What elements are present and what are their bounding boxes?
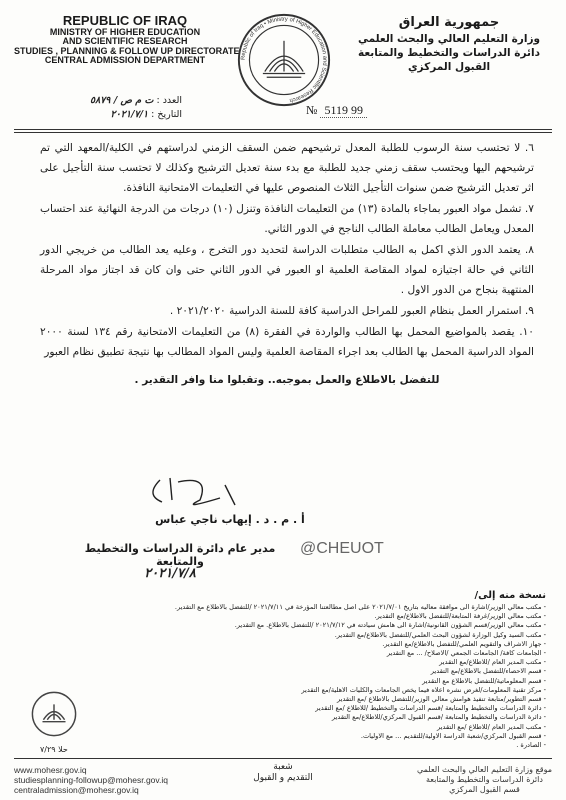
cc-line: - قسم القبول المركزي/شعبة الدراسة الاولية/للتقديم ... مع الاوليات.: [360, 731, 546, 740]
clause-9: ٩. استمرار العمل بنظام العبور للمراحل الدراسية كافة للسنة الدراسية ٢٠٢١/٢٠٢٠ .: [169, 305, 534, 317]
ministry-ar: وزارة التعليم العالي والبحث العلمي: [357, 32, 541, 45]
typist-initials: حلا ٧/٢٩: [40, 745, 68, 754]
ministry-en-2: AND SCIENTIFIC RESEARCH: [62, 36, 188, 47]
cc-line: - الجامعات كافة/ الجامعات الجمعي /الاصلاح/ ... مع التقدير: [386, 649, 546, 658]
signature-date: ٢٠٢١/٧/٨: [144, 566, 196, 581]
cc-line: - مكتب المدير العام /للاطلاع /مع التقدير: [437, 722, 546, 731]
signatory-name: أ . م . د . إيهاب ناجي عباس: [155, 513, 305, 526]
cc-line: - دائرة الدراسات والتخطيط والمتابعة /قسم الدراسات والتخطيط /للاطلاع /مع التقدير: [315, 704, 546, 713]
channel-watermark: @CHEUOT: [300, 540, 384, 557]
cc-line: - مكتب معالي الوزير/اشارة الى موافقة معاليه بتاريخ ٢٠٢١/٧/٠١ على اصل مطالعتنا المؤرخة في ٢٠٢١/٧/١١ /للتفضل بالاطلاع مع التقدير.: [174, 603, 546, 611]
directorate-ar: دائرة الدراسات والتخطيط والمتابعة: [358, 46, 540, 59]
header-divider: [14, 129, 552, 130]
cc-line: - جهاز الاشراف والتقويم العلمي/للتفضل بالاطلاع/مع التقدير.: [382, 639, 546, 648]
country-en: REPUBLIC OF IRAQ: [62, 13, 188, 28]
reference-number: [306, 103, 367, 118]
cc-line: - مكتب معالي الوزير/غرفة المتابعة/للتفضل بالاطلاع/مع التقدير.: [374, 612, 546, 621]
footer-section-stamp: [233, 762, 333, 784]
department-ar: القبول المركزي: [407, 60, 491, 73]
copy-to-title: نسخة منه إلى/: [474, 590, 546, 601]
footer-divider: [14, 758, 552, 759]
ministry-en: MINISTRY OF HIGHER EDUCATION: [49, 26, 201, 37]
department-en: CENTRAL ADMISSION DEPARTMENT: [44, 54, 206, 65]
email-admission: centraladmission@mohesr.gov.iq: [14, 785, 139, 795]
seal-ring-text: Republic of Iraq • Ministry of Higher Education and Scientific Research: [240, 16, 328, 103]
cc-line: - قسم المعلوماتية/للتفضل بالاطلاع مع التقدير: [422, 676, 546, 685]
clause-7: ٧. تشمل مواد العبور بماجاء بالمادة (١٣) من التعليمات النافذة وتنزل (١٠) درجات من الدرجة النهائية عند احتساب المعدل ويعامل الطالب معاملة الطالب الناجح في الدور الثاني.: [40, 203, 534, 235]
issue-date-label: التاريخ :: [151, 109, 183, 121]
issue-number-value: ت م ص / ٥٨٧٩: [90, 95, 154, 106]
bottom-seal-logo: [30, 690, 78, 738]
number-value: 5119 99: [320, 103, 367, 118]
country-ar: جمهورية العراق: [398, 15, 500, 30]
issue-number-date: [90, 94, 182, 123]
clause-10: ١٠. يقصد بالمواضيع المحمل بها الطالب والواردة في الفقرة (٨) من التعليمات الامتحانية رقم ١٣٤ لسنة ٢٠٠٠ المواد الدراسية المحمل بها الطالب بعد اجراء المقاصة العلمية وليس المواد المطالب بها نتيجة تطبيق نظام العبور: [40, 326, 534, 358]
clause-6: ٦. لا تحتسب سنة الرسوب للطلبة المعدل ترشيحهم ضمن السقف الزمني لدراستهم في الكلية/المعهد التي تم ترشيحهم اليها ويحتسب سقف زمني جديد للطلبة مع بدء سنة تعديل الترشيح وكذلك لا تحتسب سنة التأجيل على اثر تعديل الترشيح ضمن سنوات التأجيل الثلاث المنصوص عليها في التعليمات الامتحانية النافذة.: [40, 142, 534, 194]
footer-contact-en: [14, 765, 168, 795]
number-symbol: №: [306, 103, 318, 117]
copy-to-list: [150, 603, 546, 750]
footer-unit: التقديم و القبول: [253, 773, 313, 783]
cc-line: - مكتب المدير العام /للاطلاع/مع التقدير: [439, 658, 546, 667]
directorate-en: STUDIES , PLANNING & FOLLOW UP DIRECTORATE: [14, 45, 240, 56]
cc-line: - قسم التطوير/متابعة تنفيذ هوامش معالي الوزير/للتفضل بالاطلاع /مع التقدير: [336, 695, 546, 704]
arabic-letterhead: [344, 14, 554, 74]
cc-line: - مكتب معالي الوزير/قسم الشؤون القانونية/اشارة الى هامش سيادته في ٢٠٢١/٧/١٢ /للتفضل بالاطلاع. مع التقدير.: [234, 621, 546, 630]
header-divider-thin: [14, 132, 552, 133]
letter-body: [40, 138, 534, 391]
handwritten-signature: [140, 470, 250, 515]
footer-ar-department: قسم القبول المركزي: [449, 785, 520, 794]
footer-section: شعبة: [273, 762, 293, 772]
footer-ar-site: موقع وزارة التعليم العالي والبحث العلمي: [416, 765, 552, 774]
closing-line: للتفضل بالاطلاع والعمل بموجبه.. وتقبلوا منا وافر التقدير .: [134, 374, 440, 386]
email-studies: studiesplanning-followup@mohesr.gov.iq: [14, 775, 169, 785]
footer-ar-directorate: دائرة الدراسات والتخطيط والمتابعة: [426, 775, 543, 784]
cc-line: - الصادرة .: [516, 741, 546, 750]
cc-line: - مكتب السيد وكيل الوزارة لشؤون البحث العلمي/للتفضل بالاطلاع/مع التقدير.: [334, 630, 546, 639]
ministry-seal-logo: [236, 12, 332, 108]
website-url: www.mohesr.gov.iq: [14, 765, 87, 775]
cc-line: - دائرة الدراسات والتخطيط والمتابعة /قسم القبول المركزي/للاطلاع/مع التقدير: [331, 713, 546, 722]
english-letterhead: [14, 13, 240, 65]
footer-contact-ar: [417, 765, 552, 795]
issue-number-row: [90, 94, 182, 108]
issue-number-label: العدد :: [156, 95, 183, 106]
issue-date-value: ٢٠٢١/٧/١: [110, 109, 149, 121]
cc-line: - مركز تقنية المعلومات/لغرض نشره اعلاه فيما يخص الجامعات والكليات الاهلية/مع التقدير: [301, 685, 546, 694]
signatory-title: مدير عام دائرة الدراسات والتخطيط والمتابعة: [84, 542, 276, 568]
clause-8: ٨. يعتمد الدور الذي اكمل به الطالب متطلبات الدراسة لتحديد دور التخرج ، وعليه يعد الطالب من خريجي الدور الثاني في حالة اجتيازه لمواد المقاصة العلمية او العبور في الدور الثاني حتى وان كان قد اجتاز مواد المرحلة المنتهية بنجاح من الدور الاول .: [40, 244, 534, 296]
cc-line: - قسم الاحصاء/للتفضل بالاطلاع/مع التقدير: [430, 667, 546, 676]
issue-date-row: [90, 108, 182, 122]
